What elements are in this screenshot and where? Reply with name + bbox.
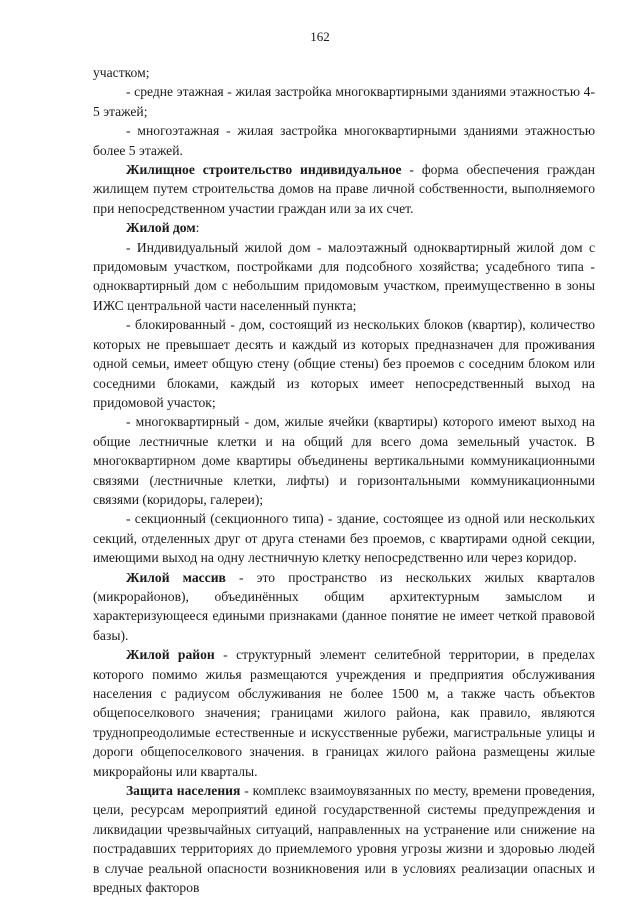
paragraph-sectional-building xyxy=(93,509,595,567)
paragraph-residential-district xyxy=(93,645,595,781)
paragraph-mid-rise xyxy=(93,82,595,121)
paragraph-blocked-house xyxy=(93,315,595,412)
paragraph-text: - форма обеспечения граждан жилищем путем строительства домов на праве личной собственности, выполняемого при непосредственном участии граждан или за их счет. xyxy=(93,162,596,216)
paragraph-text: - блокированный - дом, состоящий из нескольких блоков (квартир), количество которых не превышает десять и каждый из которых предназначен для проживания одной семьи, имеет общую стену (общие стены) без проемов с соседним блоком или соседними блоками, каждый из которых имеет непосредственный выход на придомовой участок; xyxy=(93,317,595,410)
page-number: 162 xyxy=(310,29,330,44)
paragraph-term: Жилищное строительство индивидуальное xyxy=(126,162,402,178)
paragraph-text: - многоэтажная - жилая застройка многоквартирными зданиями этажностью более 5 этажей. xyxy=(93,123,595,158)
paragraph-individual-housing xyxy=(93,160,595,218)
page-body xyxy=(93,63,595,897)
paragraph-term: Жилой дом xyxy=(126,220,196,236)
paragraph-text: : xyxy=(195,220,200,236)
paragraph-text: - средне этажная - жилая застройка многоквартирными зданиями этажностью 4-5 этажей; xyxy=(93,84,595,119)
paragraph-individual-house xyxy=(93,238,595,316)
paragraph-high-rise xyxy=(93,121,595,160)
paragraph-text: - секционный (секционного типа) - здание, состоящее из одной или нескольких секций, отделенных друг от друга стенами без проемов, с квартирами одной секции, имеющими выход на одну лестничную клетку непосредственно или через коридор. xyxy=(93,511,595,566)
paragraph-text: участком; xyxy=(93,65,150,80)
paragraph-population-protection xyxy=(93,781,595,897)
paragraph-term: Жилой массив xyxy=(126,569,226,585)
paragraph-text: - комплекс взаимоувязанных по месту, времени проведения, цели, ресурсам мероприятий единой государственной системы предупреждения и ликвидации чрезвычайных ситуаций, направленных на устранение или снижение на пострадавших территориях до приемлемого уровня угрозы жизни и здоровью людей в случае реальной опасности возникновения или в условиях реализации опасных и вредных факторов xyxy=(93,783,595,896)
paragraph-apartment-building xyxy=(93,412,595,509)
paragraph-text: - это пространство из нескольких жилых кварталов (микрорайонов), объединённых общим архитектурным замыслом и характеризующееся едиными признаками (данное понятие не имеет четкой правовой базы). xyxy=(93,569,595,643)
paragraph-participation-end xyxy=(93,63,595,82)
paragraph-residential-house xyxy=(93,218,595,237)
paragraph-term: Жилой район xyxy=(126,647,215,663)
paragraph-text: - многоквартирный - дом, жилые ячейки (квартиры) которого имеют выход на общие лестничные клетки и на общий для всего дома земельный участок. В многоквартирном доме квартиры объединены вертикальными коммуникационными связями (лестничные клетки, лифты) и горизонтальными коммуникационными связями (коридоры, галереи); xyxy=(93,414,595,507)
paragraph-term: Защита населения xyxy=(126,783,241,799)
paragraph-text: - Индивидуальный жилой дом - малоэтажный одноквартирный жилой дом с придомовым участком, постройками для подсобного хозяйства; усадебного типа - одноквартирный дом с небольшим придомовым участком, преимущественно в зоны ИЖС центральной части населенный пункта; xyxy=(93,239,595,313)
paragraph-residential-massif xyxy=(93,568,595,646)
paragraph-text: - структурный элемент селитебной территории, в пределах которого помимо жилья размещаются учреждения и предприятия обслуживания населения с радиусом обслуживания не более 1500 м, а также часть объектов общепоселкового значения; границами жилого района, как правило, являются труднопреодолимые естественные и искусственные рубежи, магистральные улицы и дороги общепоселкового значения. в границах жилого района размещены жилые микрорайоны или кварталы. xyxy=(93,647,595,779)
